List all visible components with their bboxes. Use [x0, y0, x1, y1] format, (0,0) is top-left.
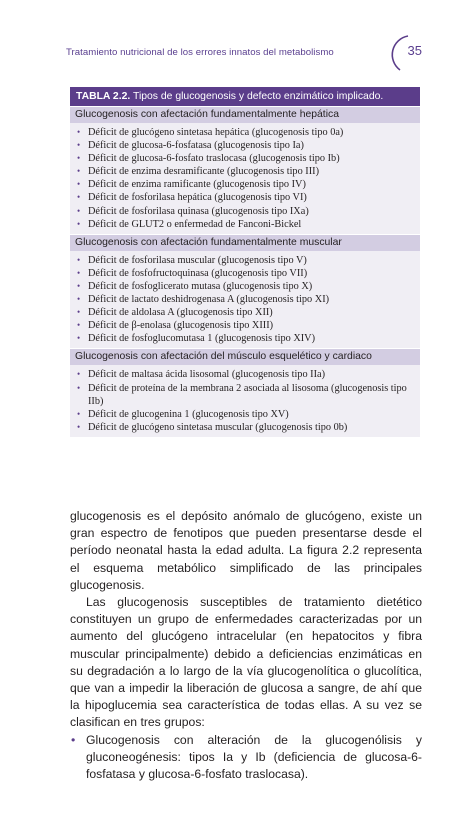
bullet-icon: •	[71, 732, 76, 747]
section-heading-hepatic: Glucogenosis con afectación fundamentalmente hepática	[70, 106, 420, 123]
list-item: • Déficit de glucógeno sintetasa muscular (glucogenosis tipo 0b)	[77, 421, 348, 433]
bullet-icon: •	[77, 333, 81, 344]
bullet-icon: •	[77, 254, 81, 265]
bullet-icon: •	[77, 369, 81, 380]
list-item: • Déficit de aldolasa A (glucogenosis tipo XII)	[77, 307, 273, 319]
table-title-text: Tipos de glucogenosis y defecto enzimático implicado.	[130, 91, 384, 102]
page-number-arc-ornament	[386, 30, 430, 74]
list-item: • Déficit de fosfofructoquinasa (glucogenosis tipo VII)	[77, 267, 308, 279]
list-item: • Déficit de enzima desramificante (glucogenosis tipo III)	[77, 166, 320, 178]
list-item: • Déficit de fosforilasa muscular (glucogenosis tipo V)	[77, 254, 307, 266]
section-body-muscular	[70, 251, 420, 349]
bullet-icon: •	[77, 421, 81, 432]
list-item: • Déficit de maltasa ácida lisosomal (glucogenosis tipo IIa)	[77, 369, 326, 381]
running-header	[66, 44, 422, 64]
list-item: • Déficit de GLUT2 o enfermedad de Fanconi-Bickel	[77, 218, 302, 230]
section-body-skeletal-cardiac	[70, 365, 420, 436]
section-heading-skeletal-cardiac: Glucogenosis con afectación del músculo esquelético y cardiaco	[70, 348, 420, 365]
paragraph: glucogenosis es el depósito anómalo de glucógeno, existe un gran espectro de fenotipos que pueden presentarse desde el período neonatal hasta la edad adulta. La figura 2.2 representa el esquema metabólico simplificado de las principales glucogenosis.	[70, 509, 422, 592]
bullet-icon: •	[77, 153, 81, 164]
bullet-icon: •	[77, 382, 81, 393]
list-item: • Déficit de proteína de la membrana 2 asociada al lisosoma (glucogenosis tipo IIb)	[77, 382, 407, 407]
section-heading-muscular: Glucogenosis con afectación fundamentalmente muscular	[70, 234, 420, 251]
table-label: TABLA 2.2.	[76, 91, 131, 102]
bullet-icon: •	[77, 127, 81, 137]
bullet-icon: •	[77, 192, 81, 203]
bullet-icon: •	[77, 280, 81, 291]
bullet-icon: •	[77, 294, 81, 305]
list-item: • Déficit de β-enolasa (glucogenosis tipo XIII)	[77, 320, 274, 332]
running-title: Tratamiento nutricional de los errores innatos del metabolismo	[66, 47, 334, 58]
paragraph: Las glucogenosis susceptibles de tratamiento dietético constituyen un grupo de enfermedades caracterizadas por un aumento del glucógeno intracelular (en hepatocitos y fibra muscular principalmente) debido a deficiencias enzimáticas en su degradación a lo largo de la vía glucogenolítica o glucolítica, que van a impedir la liberación de glucosa a sangre, de ahí que la hipoglucemia sea característica de todas ellas. A su vez se clasifican en tres grupos:	[70, 595, 422, 730]
list-item: • Déficit de glucogenina 1 (glucogenosis tipo XV)	[77, 408, 289, 420]
bullet-icon: •	[77, 205, 81, 216]
list-item: • Déficit de fosforilasa quinasa (glucogenosis tipo IXa)	[77, 205, 309, 217]
bullet-icon: •	[77, 140, 81, 151]
bullet-icon: •	[77, 408, 81, 419]
bullet-icon: •	[77, 166, 81, 177]
bullet-list-item	[70, 732, 422, 784]
list-item: • Déficit de glucógeno sintetasa hepática (glucogenosis tipo 0a)	[77, 127, 344, 138]
glycogenosis-types-table	[70, 87, 420, 437]
list-item: • Déficit de fosforilasa hepática (glucogenosis tipo VI)	[77, 192, 307, 204]
list-item: • Déficit de enzima ramificante (glucogenosis tipo IV)	[77, 179, 306, 191]
list-item: • Déficit de glucosa-6-fosfato traslocasa (glucogenosis tipo Ib)	[77, 153, 340, 165]
section-body-hepatic	[70, 123, 420, 234]
list-item: • Déficit de glucosa-6-fosfatasa (glucogenosis tipo Ia)	[77, 140, 304, 152]
table-title	[70, 87, 420, 106]
bullet-list-item-text: Glucogenosis con alteración de la glucogenólisis y gluconeogénesis: tipos Ia y Ib (deficiencia de glucosa-6-fosfatasa y glucosa-6-fosfato traslocasa).	[86, 732, 422, 782]
bullet-icon: •	[77, 179, 81, 190]
bullet-icon: •	[77, 320, 81, 331]
list-item: • Déficit de lactato deshidrogenasa A (glucogenosis tipo XI)	[77, 294, 330, 306]
bullet-icon: •	[77, 218, 81, 229]
page-number: 35	[407, 43, 422, 58]
body-text	[70, 508, 422, 783]
list-item: • Déficit de fosfoglicerato mutasa (glucogenosis tipo X)	[77, 280, 313, 292]
list-item: • Déficit de fosfoglucomutasa 1 (glucogenosis tipo XIV)	[77, 333, 316, 345]
bullet-icon: •	[77, 267, 81, 278]
bullet-icon: •	[77, 307, 81, 318]
